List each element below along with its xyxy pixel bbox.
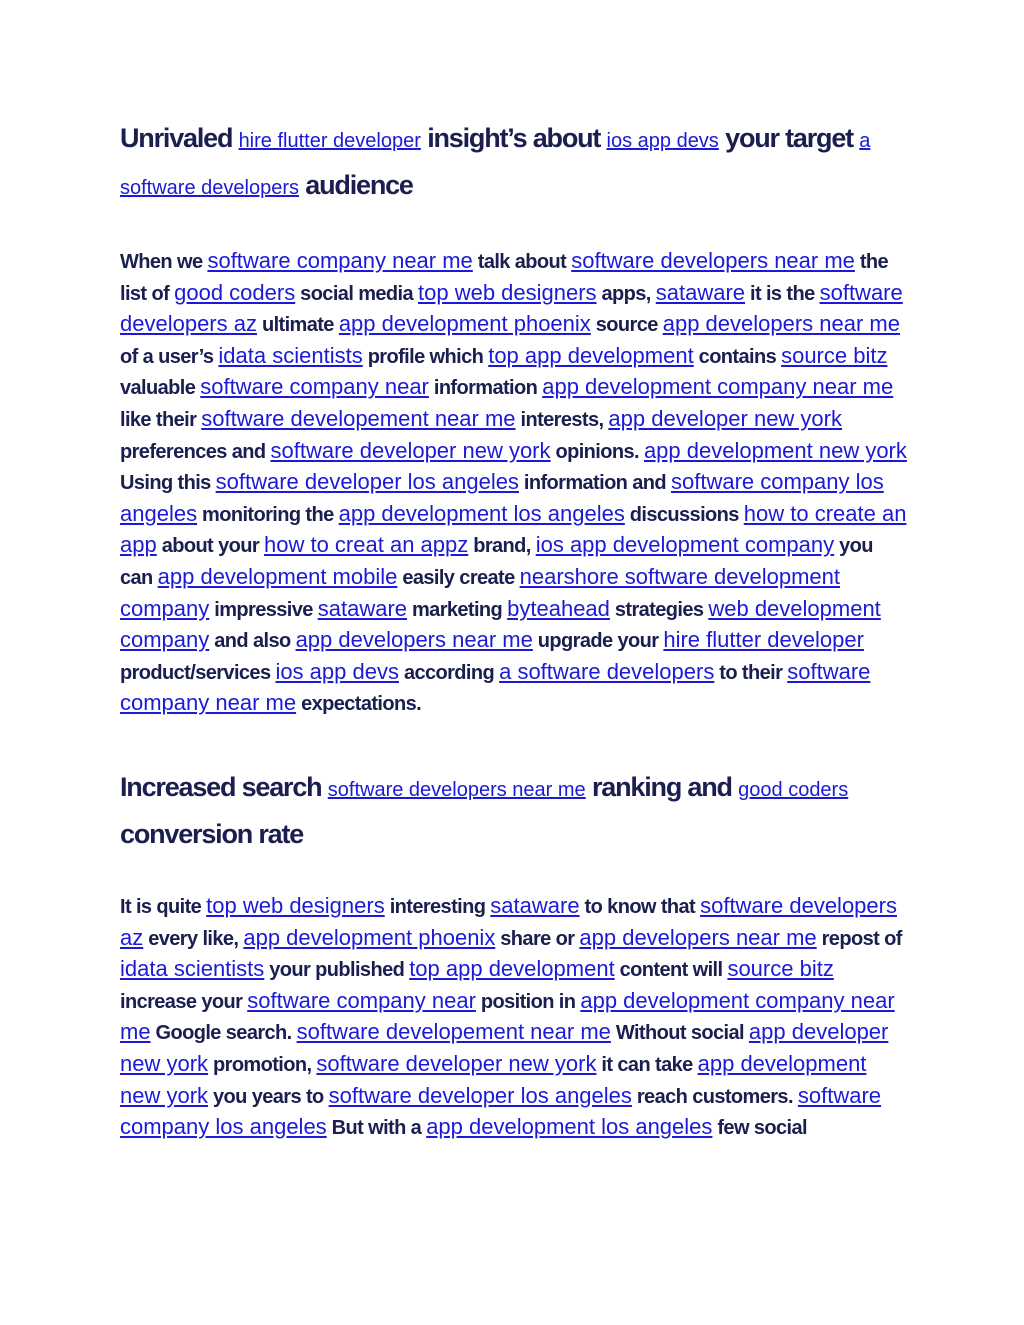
anchor-link[interactable]: top web designers [206, 893, 385, 918]
anchor-link[interactable]: nearshore software development company [120, 563, 841, 621]
anchor-link[interactable]: idata scientists [120, 956, 265, 982]
body-text: information [433, 377, 538, 400]
body-text: upgrade your [537, 630, 659, 653]
anchor-link[interactable]: app development company near me [542, 374, 894, 400]
body-text: monitoring the [202, 503, 334, 526]
body-text: about your [161, 535, 260, 558]
anchor-link[interactable]: app development new york [120, 1050, 867, 1108]
body-text: of a user’s [120, 345, 214, 368]
anchor-link[interactable]: hire flutter developer [663, 627, 864, 653]
body-text: increase your [120, 990, 243, 1013]
body-text: position in [480, 990, 576, 1013]
anchor-link[interactable]: byteahead [507, 595, 610, 621]
body-text: expectations. [301, 693, 422, 716]
anchor-link[interactable]: app development company near me [120, 987, 895, 1045]
anchor-link[interactable]: software company los angeles [120, 1082, 882, 1140]
body-text: marketing [411, 598, 503, 621]
anchor-link[interactable]: top web designers [418, 279, 597, 305]
anchor-link[interactable]: software developers near me [571, 248, 855, 273]
anchor-link[interactable]: software developers near me [327, 779, 586, 801]
anchor-link[interactable]: app development phoenix [338, 311, 591, 337]
body-text: ultimate [261, 314, 334, 337]
anchor-link[interactable]: top app development [488, 342, 694, 368]
body-text: talk about [477, 251, 567, 273]
heading-text: Unrivaled [120, 123, 233, 153]
anchor-link[interactable]: ios app devs [606, 130, 719, 152]
heading-text: ranking and [592, 772, 732, 802]
body-text: to their [719, 661, 783, 684]
anchor-link[interactable]: software developer los angeles [215, 469, 519, 495]
anchor-link[interactable]: app development new york [643, 437, 907, 463]
anchor-link[interactable]: app developer new york [608, 405, 842, 431]
anchor-link[interactable]: how to create an app [120, 500, 907, 558]
anchor-link[interactable]: a software developers [120, 130, 871, 199]
anchor-link[interactable]: software developer new york [270, 437, 551, 463]
body-text: you can [120, 535, 873, 589]
section-2-paragraph [120, 891, 910, 1144]
body-text: information and [523, 472, 667, 495]
body-text: share or [500, 927, 575, 950]
body-text: to know that [584, 896, 696, 918]
body-text: impressive [214, 598, 313, 621]
anchor-link[interactable]: software developement near me [296, 1019, 611, 1045]
body-text: and also [214, 630, 291, 653]
section-2-heading [120, 765, 910, 856]
anchor-link[interactable]: top app development [409, 956, 615, 982]
anchor-link[interactable]: software developement near me [201, 405, 516, 431]
anchor-link[interactable]: app developers near me [579, 924, 817, 950]
body-text: apps, [601, 282, 651, 305]
heading-text: audience [305, 170, 413, 200]
heading-text: Increased search [120, 772, 322, 802]
anchor-link[interactable]: how to creat an appz [264, 532, 469, 558]
body-text: social media [300, 282, 414, 305]
anchor-link[interactable]: sataware [317, 595, 408, 621]
body-text: repost of [821, 927, 902, 950]
anchor-link[interactable]: good coders [174, 279, 296, 305]
anchor-link[interactable]: software developers az [120, 893, 897, 950]
body-text: contains [698, 345, 777, 368]
section-1-heading [120, 116, 910, 210]
anchor-link[interactable]: sataware [655, 279, 746, 305]
anchor-link[interactable]: hire flutter developer [238, 130, 421, 152]
anchor-link[interactable]: software company los angeles [120, 469, 884, 526]
heading-text: insight’s about [427, 123, 601, 153]
anchor-link[interactable]: app developers near me [662, 311, 900, 337]
body-text: content will [619, 959, 723, 982]
body-text: valuable [120, 377, 196, 400]
body-text: it can take [601, 1053, 693, 1076]
anchor-link[interactable]: software developer los angeles [328, 1082, 632, 1108]
anchor-link[interactable]: software developer new york [316, 1050, 597, 1076]
body-text: discussions [629, 503, 739, 526]
body-text: But with a [331, 1117, 422, 1140]
body-text: like their [120, 408, 197, 431]
anchor-link[interactable]: software company near [200, 374, 429, 400]
body-text: interesting [389, 896, 486, 918]
body-text: source [595, 314, 658, 337]
body-text: Using this [120, 472, 211, 495]
body-text: strategies [614, 598, 704, 621]
anchor-link[interactable]: software company near me [207, 248, 473, 273]
body-text: easily create [402, 566, 515, 589]
body-text: profile which [367, 345, 484, 368]
anchor-link[interactable]: sataware [490, 893, 580, 918]
body-text: reach customers. [636, 1085, 793, 1108]
anchor-link[interactable]: software company near me [120, 658, 871, 716]
body-text: the list of [120, 251, 889, 305]
anchor-link[interactable]: app developer new york [120, 1019, 889, 1076]
anchor-link[interactable]: app development los angeles [338, 500, 625, 526]
body-text: every like, [148, 927, 239, 950]
anchor-link[interactable]: idata scientists [218, 342, 363, 368]
heading-text: conversion rate [120, 819, 304, 849]
body-text: It is quite [120, 896, 202, 918]
anchor-link[interactable]: software developers az [120, 279, 903, 337]
body-text: few social [717, 1117, 807, 1140]
body-text: preferences and [120, 440, 266, 463]
body-text: promotion, [213, 1053, 312, 1076]
anchor-link[interactable]: a software developers [499, 658, 715, 684]
anchor-link[interactable]: source bitz [727, 956, 834, 982]
anchor-link[interactable]: software company near [247, 987, 476, 1013]
anchor-link[interactable]: good coders [738, 779, 849, 801]
body-text: product/services [120, 661, 271, 684]
body-text: interests, [520, 408, 604, 431]
body-text: Without social [615, 1022, 744, 1045]
anchor-link[interactable]: ios app development company [535, 532, 835, 558]
section-1-paragraph [120, 246, 910, 720]
body-text: Google search. [155, 1022, 292, 1045]
body-text: you years to [213, 1085, 324, 1108]
anchor-link[interactable]: app development mobile [157, 563, 398, 589]
body-text: brand, [473, 535, 531, 558]
anchor-link[interactable]: app development phoenix [243, 924, 496, 950]
anchor-link[interactable]: ios app devs [275, 658, 399, 684]
body-text: When we [120, 251, 203, 273]
anchor-link[interactable]: app developers near me [295, 627, 533, 653]
anchor-link[interactable]: source bitz [781, 342, 888, 368]
anchor-link[interactable]: web development company [120, 595, 881, 653]
body-text: it is the [750, 282, 815, 305]
body-text: your published [269, 959, 405, 982]
body-text: opinions. [555, 440, 639, 463]
heading-text: your target [725, 123, 853, 153]
anchor-link[interactable]: app development los angeles [426, 1114, 713, 1140]
body-text: according [403, 661, 495, 684]
